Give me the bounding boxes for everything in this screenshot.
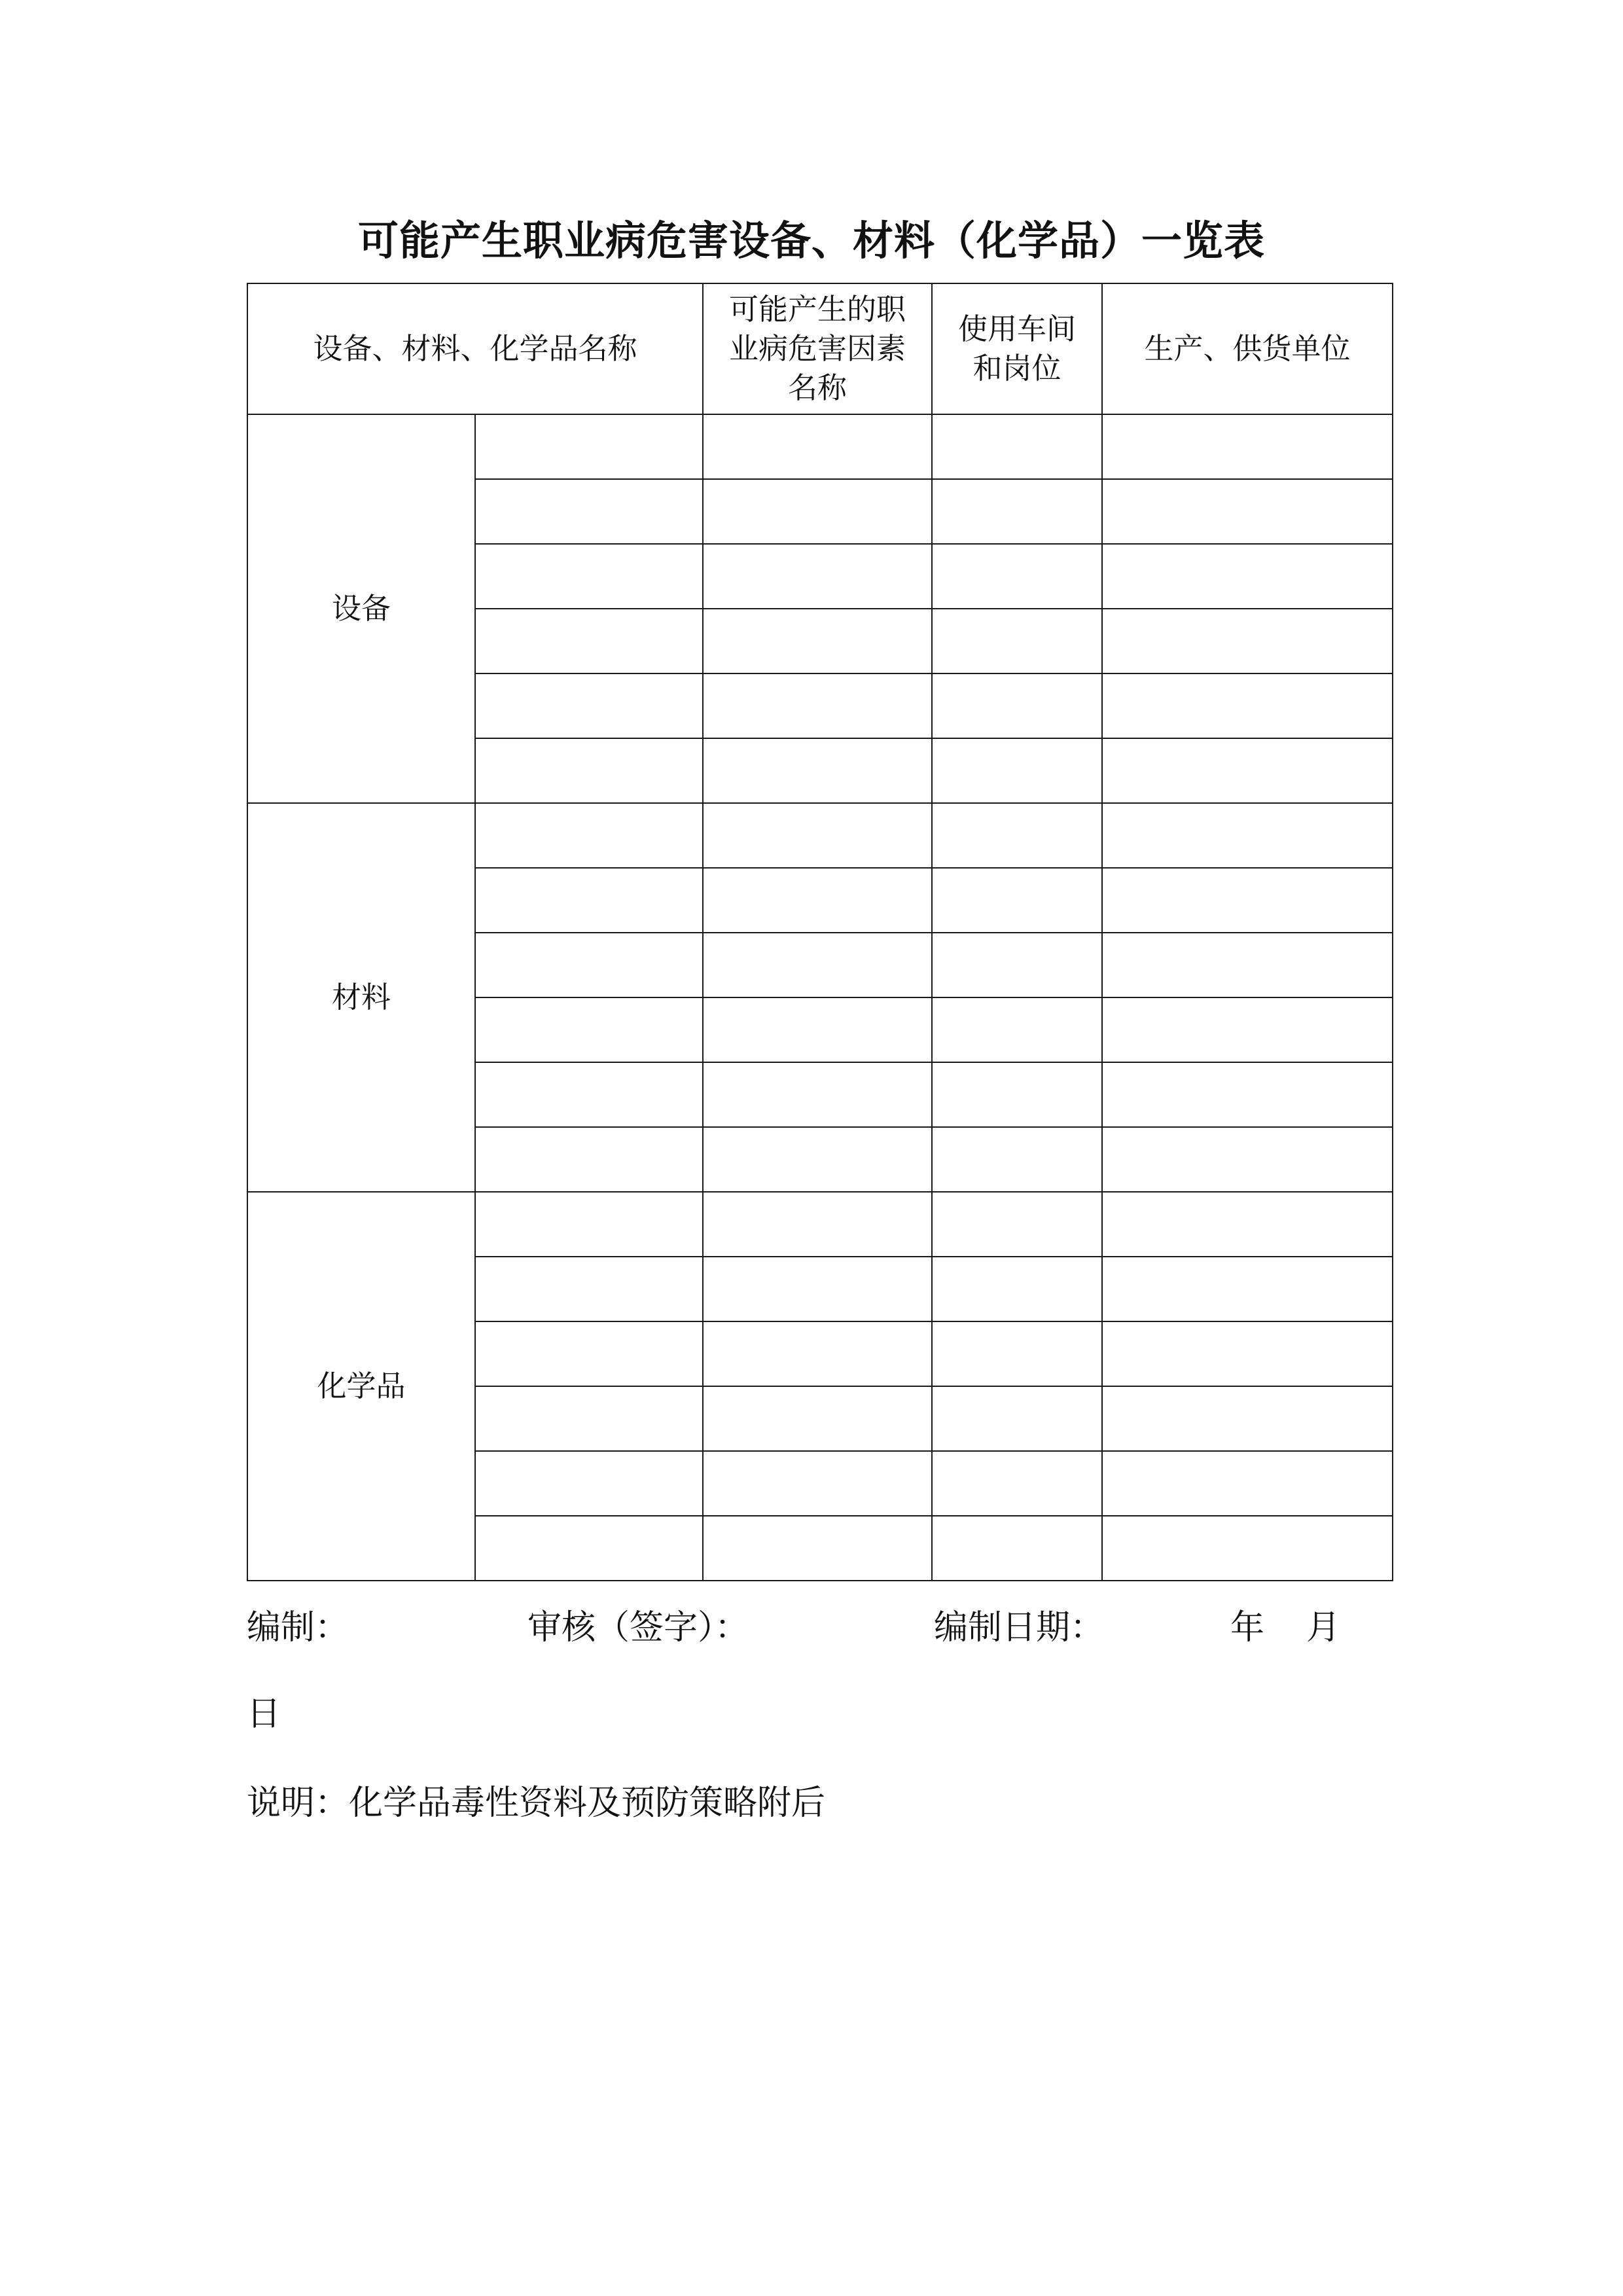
supplier-cell[interactable] [1102, 868, 1393, 933]
supplier-cell[interactable] [1102, 673, 1393, 738]
reviewed-by-label: 审核（签字）： [527, 1608, 749, 1647]
workshop-post-cell[interactable] [932, 1516, 1102, 1581]
workshop-post-cell[interactable] [932, 1127, 1102, 1192]
item-name-cell[interactable] [475, 544, 703, 609]
page-title: 可能产生职业病危害设备、材料（化学品）一览表 [357, 217, 1265, 264]
table-row [247, 1192, 1393, 1257]
header-workshop-post [932, 283, 1102, 414]
item-name-cell[interactable] [475, 933, 703, 997]
workshop-post-cell[interactable] [932, 609, 1102, 673]
hazard-inventory-table [247, 283, 1393, 1581]
header-hazard-line-1: 可能产生的职 [729, 292, 906, 327]
workshop-post-cell[interactable] [932, 1192, 1102, 1257]
month-label: 月 [1306, 1608, 1341, 1647]
item-name-cell[interactable] [475, 1321, 703, 1386]
supplier-cell[interactable] [1102, 738, 1393, 803]
item-name-cell[interactable] [475, 1257, 703, 1321]
supplier-cell[interactable] [1102, 544, 1393, 609]
hazard-factor-cell[interactable] [703, 1127, 932, 1192]
supplier-cell[interactable] [1102, 1192, 1393, 1257]
hazard-factor-cell[interactable] [703, 738, 932, 803]
supplier-cell[interactable] [1102, 1257, 1393, 1321]
hazard-factor-cell[interactable] [703, 1321, 932, 1386]
workshop-post-cell[interactable] [932, 997, 1102, 1062]
item-name-cell[interactable] [475, 1386, 703, 1451]
item-name-cell[interactable] [475, 1192, 703, 1257]
item-name-cell[interactable] [475, 997, 703, 1062]
year-label: 年 [1230, 1608, 1265, 1647]
supplier-cell[interactable] [1102, 1516, 1393, 1581]
table-row [247, 414, 1393, 479]
supplier-cell[interactable] [1102, 803, 1393, 868]
category-label: 化学品 [247, 1192, 475, 1581]
item-name-cell[interactable] [475, 1516, 703, 1581]
item-name-cell[interactable] [475, 414, 703, 479]
supplier-cell[interactable] [1102, 1127, 1393, 1192]
hazard-factor-cell[interactable] [703, 1386, 932, 1451]
hazard-factor-cell[interactable] [703, 1062, 932, 1127]
supplier-cell[interactable] [1102, 997, 1393, 1062]
workshop-post-cell[interactable] [932, 1451, 1102, 1516]
item-name-cell[interactable] [475, 479, 703, 544]
hazard-factor-cell[interactable] [703, 1257, 932, 1321]
category-label: 设备 [247, 414, 475, 803]
header-workshop-line-2: 和岗位 [972, 351, 1061, 386]
header-item-name [247, 283, 703, 414]
note-text: 说明：化学品毒性资料及预防策略附后 [247, 1784, 826, 1823]
hazard-factor-cell[interactable] [703, 868, 932, 933]
supplier-cell[interactable] [1102, 1062, 1393, 1127]
workshop-post-cell[interactable] [932, 479, 1102, 544]
compile-date-label: 编制日期： [934, 1608, 1105, 1647]
hazard-factor-cell[interactable] [703, 673, 932, 738]
workshop-post-cell[interactable] [932, 868, 1102, 933]
item-name-cell[interactable] [475, 738, 703, 803]
header-supplier-label: 生产、供货单位 [1144, 331, 1351, 366]
item-name-cell[interactable] [475, 673, 703, 738]
supplier-cell[interactable] [1102, 933, 1393, 997]
table-row [247, 803, 1393, 868]
workshop-post-cell[interactable] [932, 933, 1102, 997]
hazard-factor-cell[interactable] [703, 544, 932, 609]
item-name-cell[interactable] [475, 609, 703, 673]
item-name-cell[interactable] [475, 868, 703, 933]
hazard-factor-cell[interactable] [703, 803, 932, 868]
supplier-cell[interactable] [1102, 609, 1393, 673]
supplier-cell[interactable] [1102, 414, 1393, 479]
table-header-row [247, 283, 1393, 414]
hazard-factor-cell[interactable] [703, 997, 932, 1062]
workshop-post-cell[interactable] [932, 1386, 1102, 1451]
workshop-post-cell[interactable] [932, 1257, 1102, 1321]
supplier-cell[interactable] [1102, 1386, 1393, 1451]
header-hazard-line-3: 名称 [788, 370, 847, 405]
supplier-cell[interactable] [1102, 479, 1393, 544]
workshop-post-cell[interactable] [932, 544, 1102, 609]
header-item-name-label: 设备、材料、化学品名称 [313, 331, 637, 366]
hazard-factor-cell[interactable] [703, 1192, 932, 1257]
day-label: 日 [247, 1695, 281, 1734]
header-hazard-factor [703, 283, 932, 414]
hazard-factor-cell[interactable] [703, 609, 932, 673]
compiled-by-label: 编制： [247, 1608, 349, 1647]
hazard-factor-cell[interactable] [703, 479, 932, 544]
item-name-cell[interactable] [475, 1062, 703, 1127]
header-hazard-line-2: 业病危害因素 [729, 331, 906, 366]
hazard-factor-cell[interactable] [703, 933, 932, 997]
workshop-post-cell[interactable] [932, 738, 1102, 803]
workshop-post-cell[interactable] [932, 1321, 1102, 1386]
workshop-post-cell[interactable] [932, 673, 1102, 738]
workshop-post-cell[interactable] [932, 1062, 1102, 1127]
workshop-post-cell[interactable] [932, 803, 1102, 868]
item-name-cell[interactable] [475, 1451, 703, 1516]
hazard-factor-cell[interactable] [703, 1451, 932, 1516]
header-supplier [1102, 283, 1393, 414]
supplier-cell[interactable] [1102, 1321, 1393, 1386]
hazard-factor-cell[interactable] [703, 1516, 932, 1581]
workshop-post-cell[interactable] [932, 414, 1102, 479]
item-name-cell[interactable] [475, 803, 703, 868]
hazard-factor-cell[interactable] [703, 414, 932, 479]
item-name-cell[interactable] [475, 1127, 703, 1192]
supplier-cell[interactable] [1102, 1451, 1393, 1516]
category-label: 材料 [247, 803, 475, 1192]
header-workshop-line-1: 使用车间 [958, 312, 1077, 346]
